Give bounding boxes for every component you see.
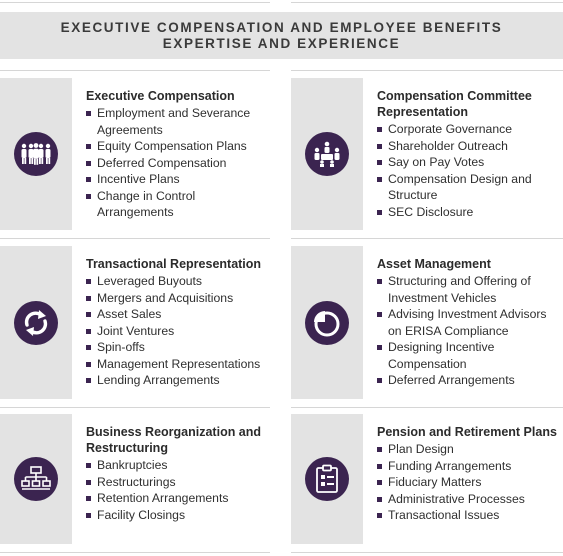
card-list	[86, 273, 272, 389]
list-item: Spin-offs	[86, 339, 272, 356]
header-line-1: EXECUTIVE COMPENSATION AND EMPLOYEE BENEFITS	[60, 19, 503, 35]
bottom-rule-left	[0, 552, 270, 553]
list-item: Leveraged Buyouts	[86, 273, 272, 290]
list-item: Equity Compensation Plans	[86, 138, 272, 155]
card-content	[377, 88, 563, 220]
card-icon-panel	[0, 78, 72, 230]
list-item: Management Representations	[86, 356, 272, 373]
top-rule-right	[291, 2, 563, 3]
list-item: Say on Pay Votes	[377, 154, 563, 171]
list-item: Structuring and Offering of Investment Vehicles	[377, 273, 563, 306]
list-item: Administrative Processes	[377, 491, 563, 508]
card-title: Asset Management	[377, 257, 491, 271]
list-item: Facility Closings	[86, 507, 272, 524]
card-transactional-representation	[0, 246, 272, 399]
list-item: SEC Disclosure	[377, 204, 563, 221]
top-rule-left	[0, 2, 270, 3]
exchange-arrows-icon	[14, 301, 58, 345]
row2-rule-left	[0, 238, 270, 239]
list-item: Lending Arrangements	[86, 372, 272, 389]
list-item: Transactional Issues	[377, 507, 563, 524]
list-item: Restructurings	[86, 474, 272, 491]
list-item: Advising Investment Advisors on ERISA Compliance	[377, 306, 563, 339]
row1-rule-right	[291, 70, 563, 71]
list-item: Joint Ventures	[86, 323, 272, 340]
card-list	[86, 457, 272, 523]
card-title: Business Reorganization and Restructuring	[86, 425, 262, 455]
card-content	[86, 256, 272, 389]
card-icon-panel	[0, 246, 72, 399]
bottom-rule-right	[291, 552, 563, 553]
list-item: Bankruptcies	[86, 457, 272, 474]
row1-rule-left	[0, 70, 270, 71]
card-title: Pension and Retirement Plans	[377, 425, 557, 439]
card-content	[86, 88, 272, 221]
page-header	[0, 12, 563, 59]
list-item: Deferred Arrangements	[377, 372, 563, 389]
card-icon-panel	[291, 414, 363, 544]
card-list	[377, 441, 563, 524]
card-executive-compensation	[0, 78, 272, 230]
card-title: Compensation Committee Representation	[377, 89, 532, 119]
card-list	[377, 273, 563, 389]
list-item: Employment and Severance Agreements	[86, 105, 272, 138]
list-item: Compensation Design and Structure	[377, 171, 563, 204]
list-item: Funding Arrangements	[377, 458, 563, 475]
card-icon-panel	[0, 414, 72, 544]
card-asset-management	[291, 246, 563, 399]
list-item: Fiduciary Matters	[377, 474, 563, 491]
card-title: Executive Compensation	[86, 89, 235, 103]
card-compensation-committee	[291, 78, 563, 230]
list-item: Change in Control Arrangements	[86, 188, 272, 221]
meeting-icon	[305, 132, 349, 176]
row3-rule-right	[291, 407, 563, 408]
list-item: Deferred Compensation	[86, 155, 272, 172]
row2-rule-right	[291, 238, 563, 239]
card-content	[377, 256, 563, 389]
card-icon-panel	[291, 246, 363, 399]
list-item: Asset Sales	[86, 306, 272, 323]
card-title: Transactional Representation	[86, 257, 262, 271]
list-item: Designing Incentive Compensation	[377, 339, 563, 372]
card-content	[86, 424, 272, 523]
clipboard-icon	[305, 457, 349, 501]
card-business-reorganization	[0, 414, 272, 544]
org-chart-icon	[14, 457, 58, 501]
card-content	[377, 424, 563, 524]
list-item: Incentive Plans	[86, 171, 272, 188]
header-line-2: EXPERTISE AND EXPERIENCE	[162, 35, 401, 51]
team-icon	[14, 132, 58, 176]
card-icon-panel	[291, 78, 363, 230]
list-item: Mergers and Acquisitions	[86, 290, 272, 307]
list-item: Shareholder Outreach	[377, 138, 563, 155]
list-item: Retention Arrangements	[86, 490, 272, 507]
card-list	[86, 105, 272, 221]
card-pension-retirement	[291, 414, 563, 544]
list-item: Plan Design	[377, 441, 563, 458]
card-list	[377, 121, 563, 220]
pie-chart-icon	[305, 301, 349, 345]
list-item: Corporate Governance	[377, 121, 563, 138]
row3-rule-left	[0, 407, 270, 408]
